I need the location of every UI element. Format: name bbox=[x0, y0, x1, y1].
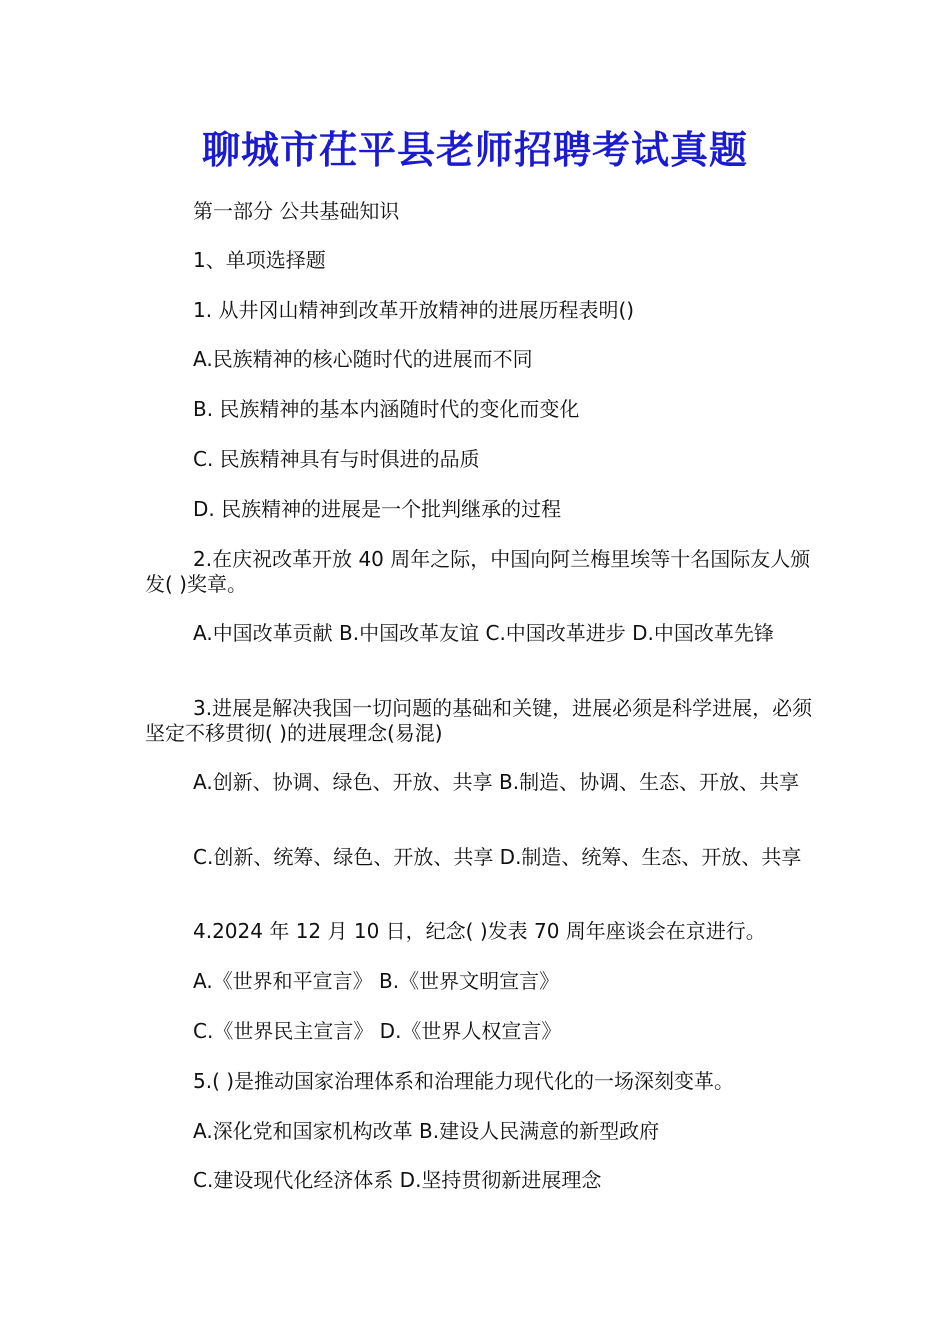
question-2: 2.在庆祝改革开放 40 周年之际，中国向阿兰梅里埃等十名国际友人颁发( )奖章。 bbox=[145, 547, 811, 596]
question-1-option-c: C. 民族精神具有与时俱进的品质 bbox=[193, 447, 480, 471]
question-4-options-ab: A.《世界和平宣言》 B.《世界文明宣言》 bbox=[193, 969, 560, 993]
question-4: 4.2024 年 12 月 10 日，纪念( )发表 70 周年座谈会在京进行。 bbox=[193, 919, 766, 943]
question-3-options-ab: A.创新、协调、绿色、开放、共享 B.制造、协调、生态、开放、共享 bbox=[193, 770, 800, 794]
question-5: 5.( )是推动国家治理体系和治理能力现代化的一场深刻变革。 bbox=[193, 1069, 735, 1093]
question-3-options-cd: C.创新、统筹、绿色、开放、共享 D.制造、统筹、生态、开放、共享 bbox=[193, 845, 802, 869]
question-1-option-d: D. 民族精神的进展是一个批判继承的过程 bbox=[193, 497, 562, 521]
question-3: 3.进展是解决我国一切问题的基础和关键，进展必须是科学进展，必须坚定不移贯彻( )的进展理念(易混) bbox=[145, 696, 813, 745]
question-1-option-a: A.民族精神的核心随时代的进展而不同 bbox=[193, 347, 533, 371]
question-4-options-cd: C.《世界民主宣言》 D.《世界人权宣言》 bbox=[193, 1019, 562, 1043]
question-5-options-ab: A.深化党和国家机构改革 B.建设人民满意的新型政府 bbox=[193, 1119, 660, 1143]
question-5-options-cd: C.建设现代化经济体系 D.坚持贯彻新进展理念 bbox=[193, 1168, 602, 1192]
question-1: 1. 从井冈山精神到改革开放精神的进展历程表明() bbox=[193, 298, 635, 322]
question-1-option-b: B. 民族精神的基本内涵随时代的变化而变化 bbox=[193, 397, 580, 421]
subsection-heading: 1、单项选择题 bbox=[193, 248, 326, 272]
document-title: 聊城市茌平县老师招聘考试真题 bbox=[201, 127, 748, 172]
section-heading: 第一部分 公共基础知识 bbox=[193, 199, 400, 223]
question-2-options: A.中国改革贡献 B.中国改革友谊 C.中国改革进步 D.中国改革先锋 bbox=[193, 621, 774, 645]
